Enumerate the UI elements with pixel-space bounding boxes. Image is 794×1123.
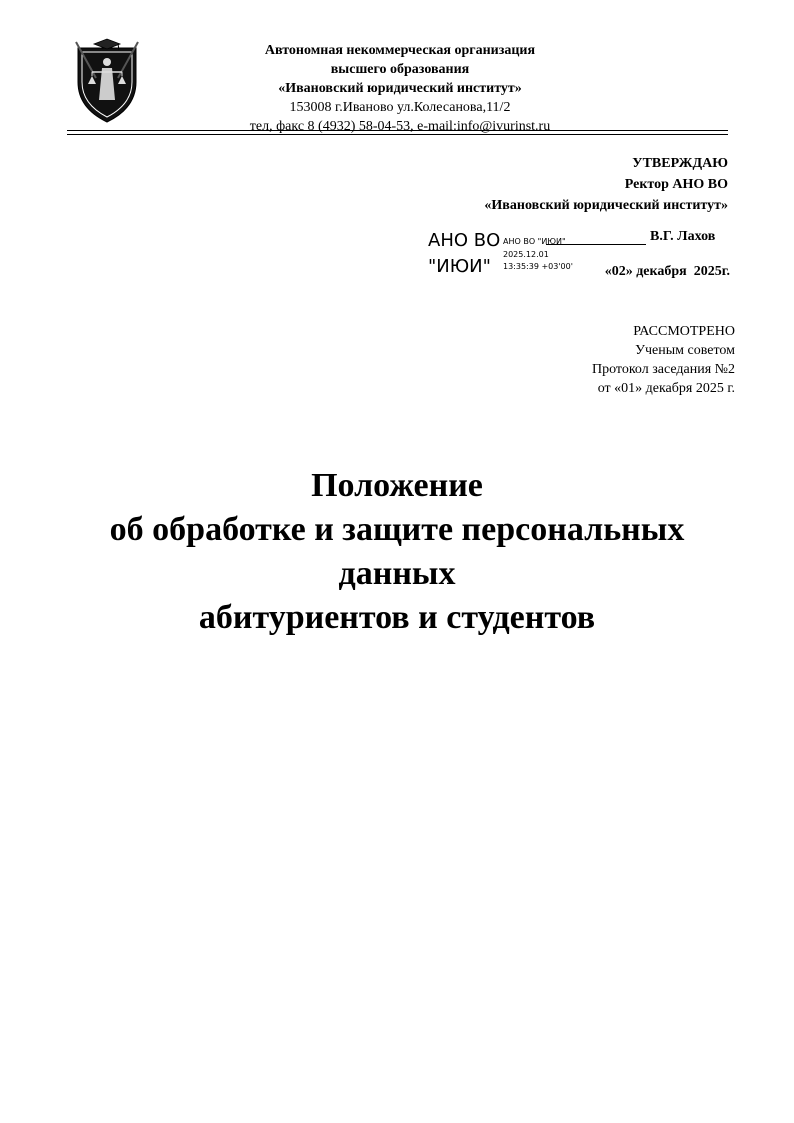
org-address: 153008 г.Иваново ул.Колесанова,11/2 [289,100,511,115]
header-divider-bottom [67,134,728,135]
title-line-2: об обработке и защите персональных [109,511,685,548]
signer-name: В.Г. Лахов [650,229,716,244]
approval-position: Ректор АНО ВО [624,177,728,192]
reviewed-block [592,322,735,398]
reviewed-body: Ученым советом [635,343,735,358]
approval-institution: «Ивановский юридический институт» [484,198,728,213]
signature-block [428,229,730,285]
org-name-line-3: «Ивановский юридический институт» [278,81,522,96]
approval-date: «02» декабря 2025г. [604,264,730,279]
reviewed-protocol: Протокол заседания №2 [591,362,735,377]
header-divider-top [67,130,728,131]
title-line-4: абитуриентов и студентов [198,599,596,636]
digital-signature-name-line-2: "ИЮИ" [428,256,491,277]
org-name-line-2: высшего образования [330,62,470,77]
digital-signature-name-line-1: АНО ВО [428,230,501,251]
approval-block [484,153,728,216]
org-contacts: тел, факс 8 (4932) 58-04-53, e-mail:info@ivurinst.ru [249,119,551,134]
org-name-line-1: Автономная некоммерческая организация [264,43,536,58]
digital-signature-date: 2025.12.01 [503,250,549,259]
approval-heading: УТВЕРЖДАЮ [632,156,728,171]
digital-signature-signer: АНО ВО "ИЮИ" [503,237,566,246]
letterhead [200,41,600,136]
title-line-3: данных [338,555,456,592]
digital-signature-time: 13:35:39 +03'00' [503,262,573,271]
reviewed-date: от «01» декабря 2025 г. [597,381,735,396]
scales-of-justice-emblem-icon [72,38,142,124]
title-line-1: Положение [311,467,483,504]
document-title [40,464,754,640]
reviewed-heading: РАССМОТРЕНО [633,324,735,339]
signature-line [546,244,646,245]
